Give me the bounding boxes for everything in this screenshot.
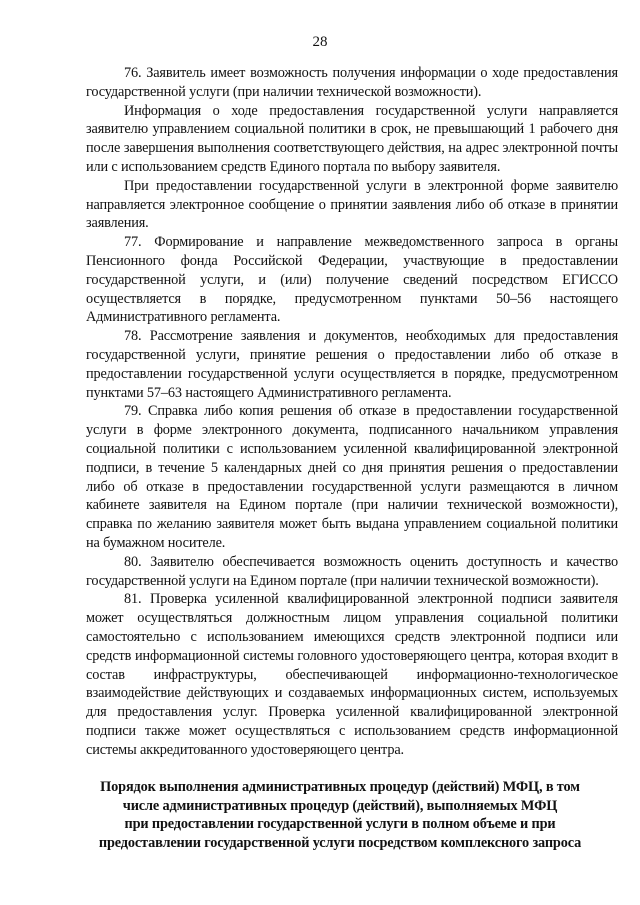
paragraph-78: 78. Рассмотрение заявления и документов, необходимых для предоставления государственной услуги, принятие решения о предоставлении либо об отказе в предоставлении государственной услуги осуществляется в порядке, предусмотренном пунктами 57–63 настоящего Административного регламента. xyxy=(86,328,618,401)
heading-line: числе административных процедур (действий), выполняемых МФЦ xyxy=(122,797,558,814)
paragraph-80: 80. Заявителю обеспечивается возможность оценить доступность и качество государственной услуги на Едином портале (при наличии технической возможности). xyxy=(86,553,618,589)
paragraph-76: 76. Заявитель имеет возможность получения информации о ходе предоставления государственной услуги (при наличии технической возможности). xyxy=(86,65,618,100)
section-heading xyxy=(60,778,620,852)
paragraph-77: 77. Формирование и направление межведомственного запроса в органы Пенсионного фонда Российской Федерации, участвующие в предоставлении государственной услуги, и (или) получение сведений посредством ЕГИССО осуществляется в порядке, предусмотренном пунктами 50–56 настоящего Административного регламента. xyxy=(86,234,618,326)
page-number: 28 xyxy=(312,34,328,50)
paragraph-76-info: Информация о ходе предоставления государственной услуги направляется заявителю управлением социальной политики в срок, не превышающий 1 рабочего дня после завершения выполнения соответствующего действия, на адрес электронной почты или с использованием средств Единого портала по выбору заявителя. xyxy=(86,102,618,175)
document-body xyxy=(86,64,618,759)
paragraph-81: 81. Проверка усиленной квалифицированной электронной подписи заявителя может осуществляться должностным лицом управления социальной политики самостоятельно с использованием имеющихся средств электронной подписи или средств информационной системы головного удостоверяющего центра, которая входит в состав инфраструктуры, обеспечивающей информационно-технологическое взаимодействие действующих и создаваемых информационных систем, используемых для предоставления услуг. Проверка усиленной квалифицированной электронной подписи также может осуществляться с использованием средств информационной системы аккредитованного удостоверяющего центра. xyxy=(86,591,618,758)
paragraph-79: 79. Справка либо копия решения об отказе в предоставлении государственной услуги в форме электронного документа, подписанного начальником управления социальной политики с использованием усиленной квалифицированной электронной подписи, в течение 5 календарных дней со дня принятия решения о предоставлении либо об отказе в предоставлении государственной услуги размещаются в личном кабинете заявителя на Едином портале (при наличии технической возможности), справка по желанию заявителя может быть выдана управлением социальной политики на бумажном носителе. xyxy=(86,403,618,551)
heading-line: при предоставлении государственной услуги в полном объеме и при xyxy=(124,816,556,833)
heading-line: предоставлении государственной услуги посредством комплексного запроса xyxy=(98,834,582,851)
paragraph-76-electronic: При предоставлении государственной услуги в электронной форме заявителю направляется электронное сообщение о принятии заявления либо об отказе в принятии заявления. xyxy=(86,177,618,232)
heading-line: Порядок выполнения административных процедур (действий) МФЦ, в том xyxy=(100,779,580,795)
